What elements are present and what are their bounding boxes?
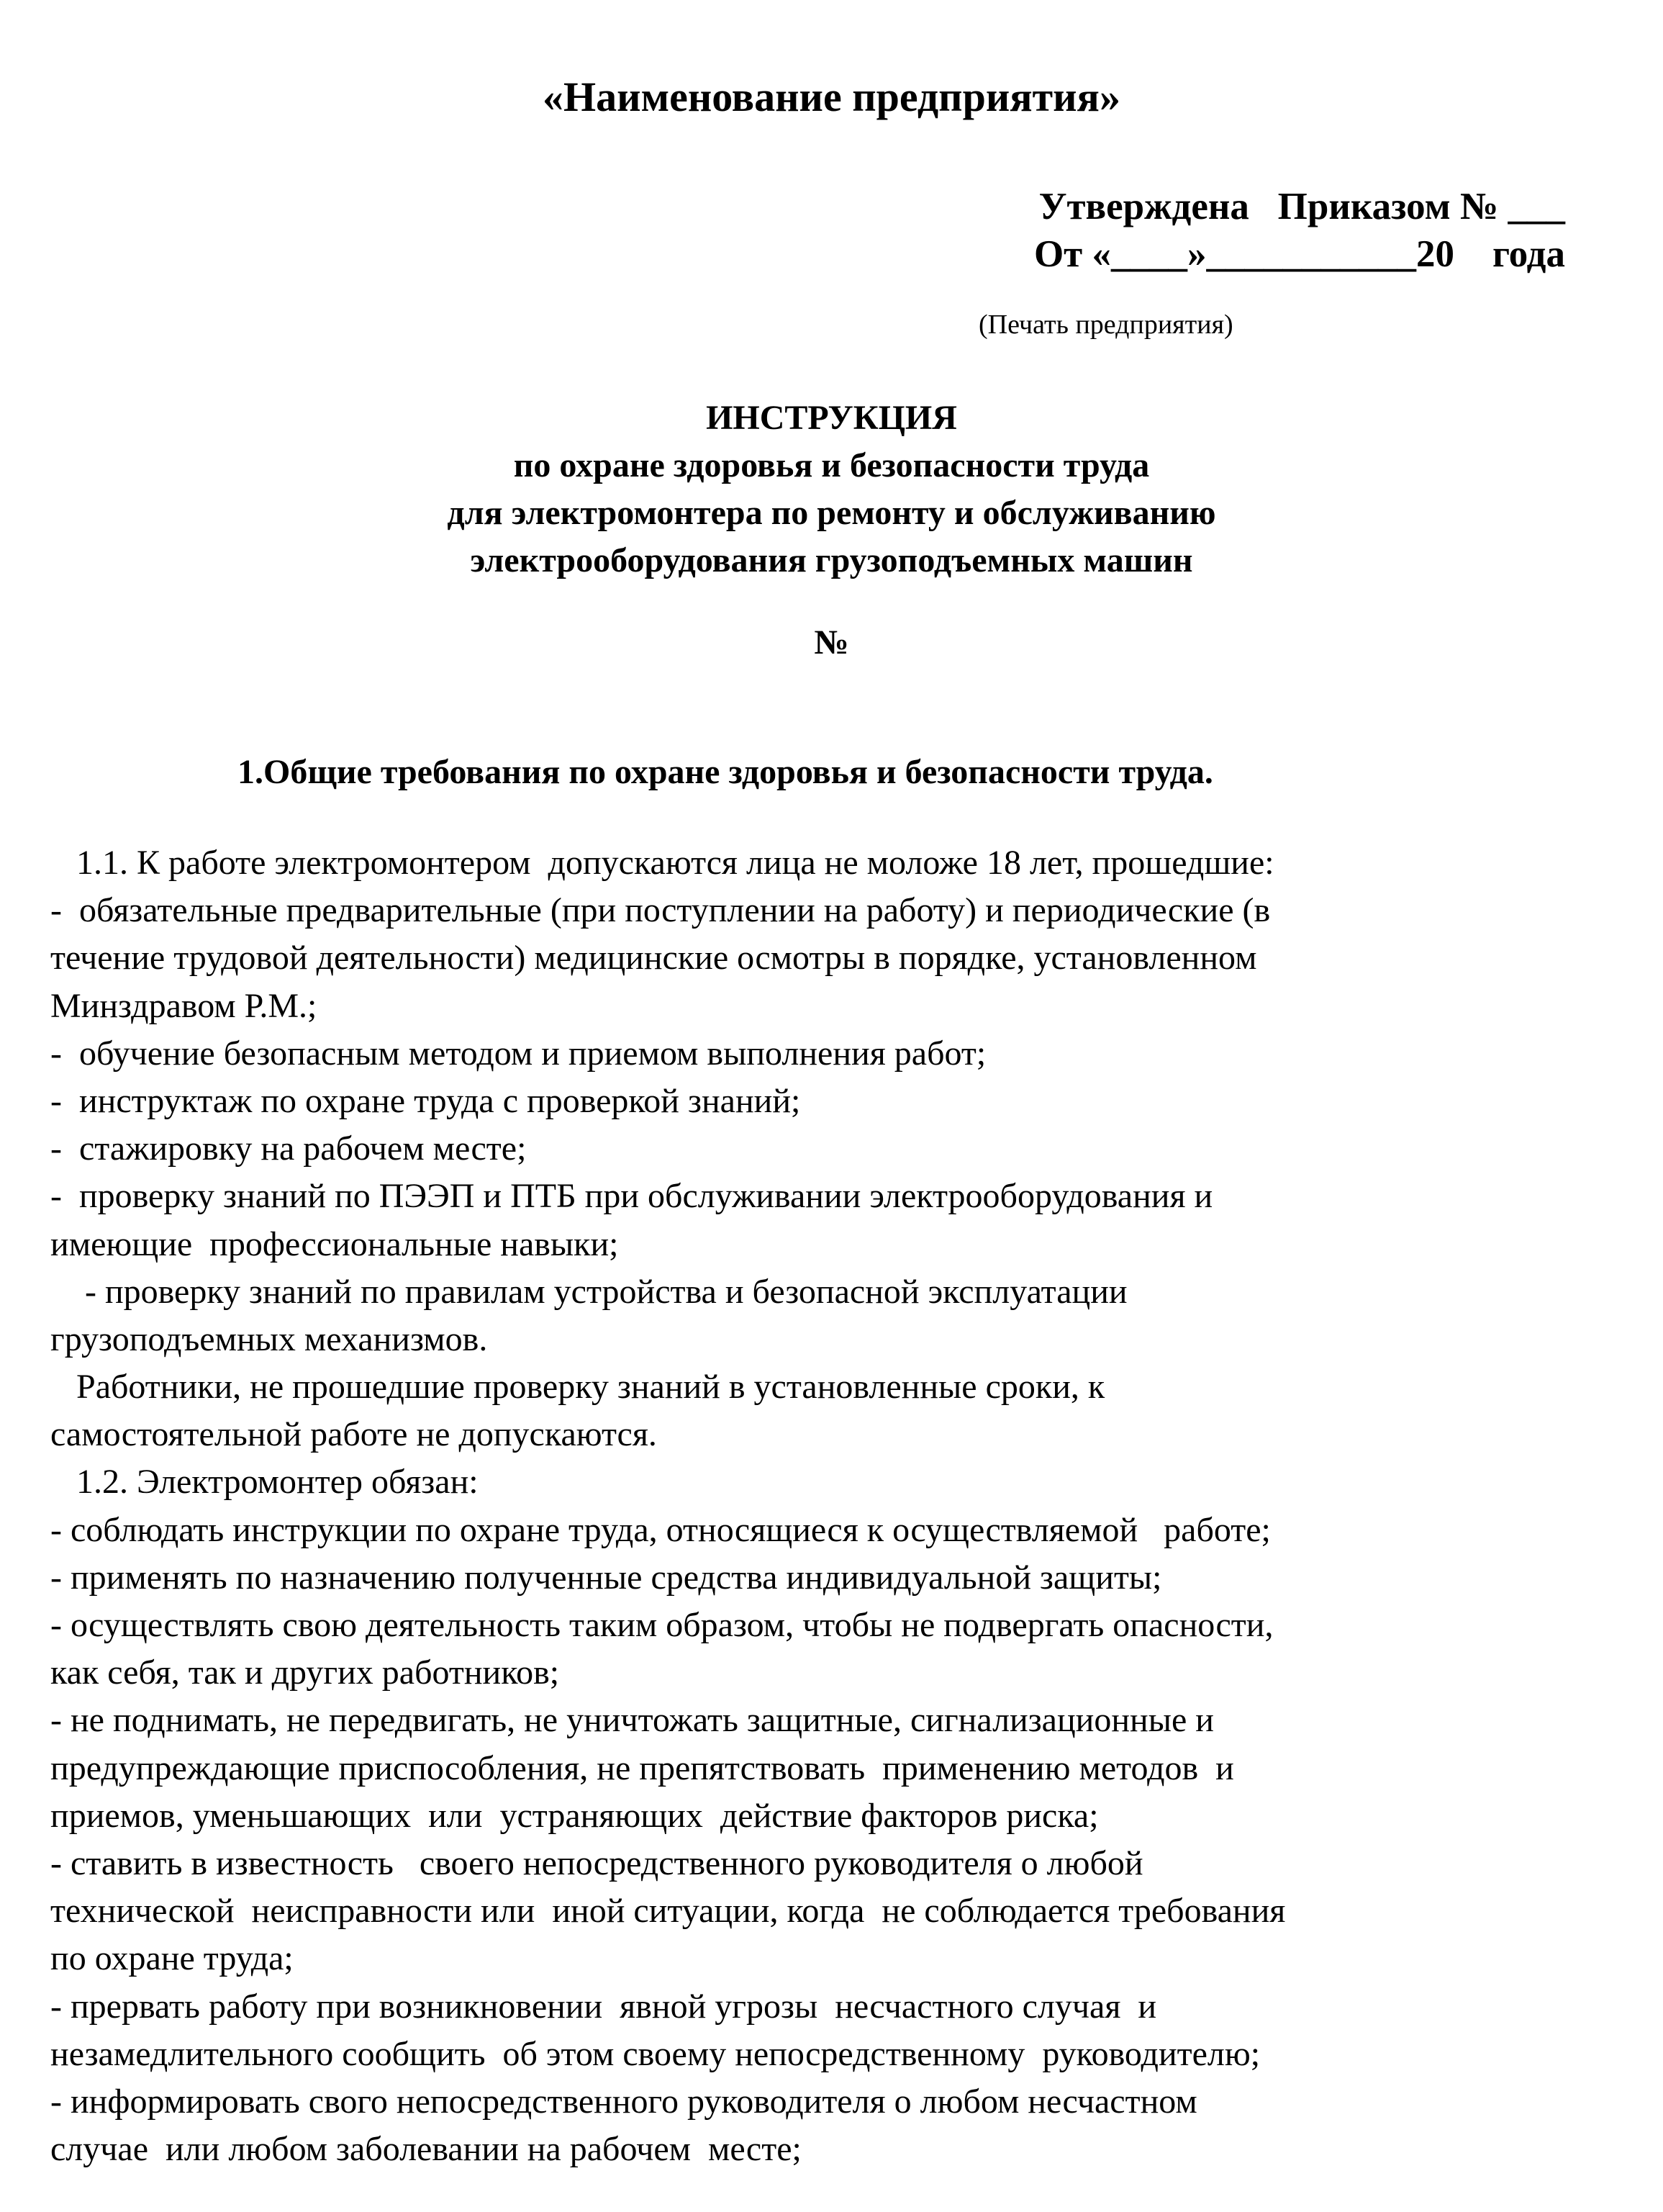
body-line: - прервать работу при возникновении явной угрозы несчастного случая и	[50, 1987, 1157, 2026]
body-line: - инструктаж по охране труда с проверкой знаний;	[50, 1081, 801, 1120]
approval-date-line: От «____»___________20 года	[1033, 233, 1565, 275]
company-name: «Наименование предприятия»	[543, 73, 1120, 120]
body-line: - проверку знаний по ПЭЭП и ПТБ при обслуживании электрооборудования и	[50, 1177, 1213, 1216]
title-line: ИНСТРУКЦИЯ	[706, 399, 957, 437]
body-line: - стажировку на рабочем месте;	[50, 1129, 527, 1168]
body-line: самостоятельной работе не допускаются.	[50, 1415, 657, 1454]
body-line: предупреждающие приспособления, не препятствовать применению методов и	[50, 1748, 1234, 1787]
body-line: 1.1. К работе электромонтером допускаются лица не моложе 18 лет, прошедшие:	[50, 844, 1274, 882]
section-heading: 1.Общие требования по охране здоровья и безопасности труда.	[237, 753, 1213, 791]
body-line: случае или любом заболевании на рабочем месте;	[50, 2130, 802, 2169]
body-line: по охране труда;	[50, 1939, 294, 1978]
body-line: грузоподъемных механизмов.	[50, 1319, 488, 1358]
body-line: - не поднимать, не передвигать, не уничтожать защитные, сигнализационные и	[50, 1701, 1214, 1740]
body-line: - ставить в известность своего непосредственного руководителя о любой	[50, 1843, 1143, 1882]
body-line: 1.2. Электромонтер обязан:	[50, 1463, 479, 1502]
body-line: приемов, уменьшающих или устраняющих действие факторов риска;	[50, 1796, 1099, 1835]
title-line: для электромонтера по ремонту и обслуживанию	[447, 494, 1216, 532]
body-line: - информировать свого непосредственного руководителя о любом несчастном	[50, 2082, 1197, 2121]
body-line: - применять по назначению полученные средства индивидуальной защиты;	[50, 1558, 1162, 1597]
body-line: технической неисправности или иной ситуации, когда не соблюдается требования	[50, 1892, 1286, 1931]
stamp-note: (Печать предприятия)	[979, 310, 1233, 340]
body-line: течение трудовой деятельности) медицинские осмотры в порядке, установленном	[50, 939, 1257, 978]
body-line: незамедлительного сообщить об этом своему непосредственному руководителю;	[50, 2034, 1261, 2073]
title-line: по охране здоровья и безопасности труда	[513, 446, 1150, 484]
body-line: Минздравом Р.М.;	[50, 986, 317, 1025]
instruction-number: №	[814, 623, 849, 662]
body-line: - соблюдать инструкции по охране труда, относящиеся к осуществляемой работе;	[50, 1510, 1271, 1549]
approval-order-line: Утверждена Приказом № ___	[1038, 186, 1565, 227]
body-line: - обучение безопасным методом и приемом выполнения работ;	[50, 1034, 987, 1073]
body-line: - обязательные предварительные (при поступлении на работу) и периодические (в	[50, 891, 1271, 930]
title-line: электрооборудования грузоподъемных машин	[470, 541, 1193, 579]
body-line: Работники, не прошедшие проверку знаний в установленные сроки, к	[50, 1368, 1105, 1407]
section-body	[50, 839, 1619, 2173]
body-line: - осуществлять свою деятельность таким образом, чтобы не подвергать опасности,	[50, 1606, 1274, 1644]
document-title	[0, 394, 1663, 584]
body-line: имеющие профессиональные навыки;	[50, 1224, 619, 1263]
body-line: как себя, так и других работников;	[50, 1653, 560, 1692]
body-line: - проверку знаний по правилам устройства и безопасной эксплуатации	[50, 1272, 1128, 1311]
